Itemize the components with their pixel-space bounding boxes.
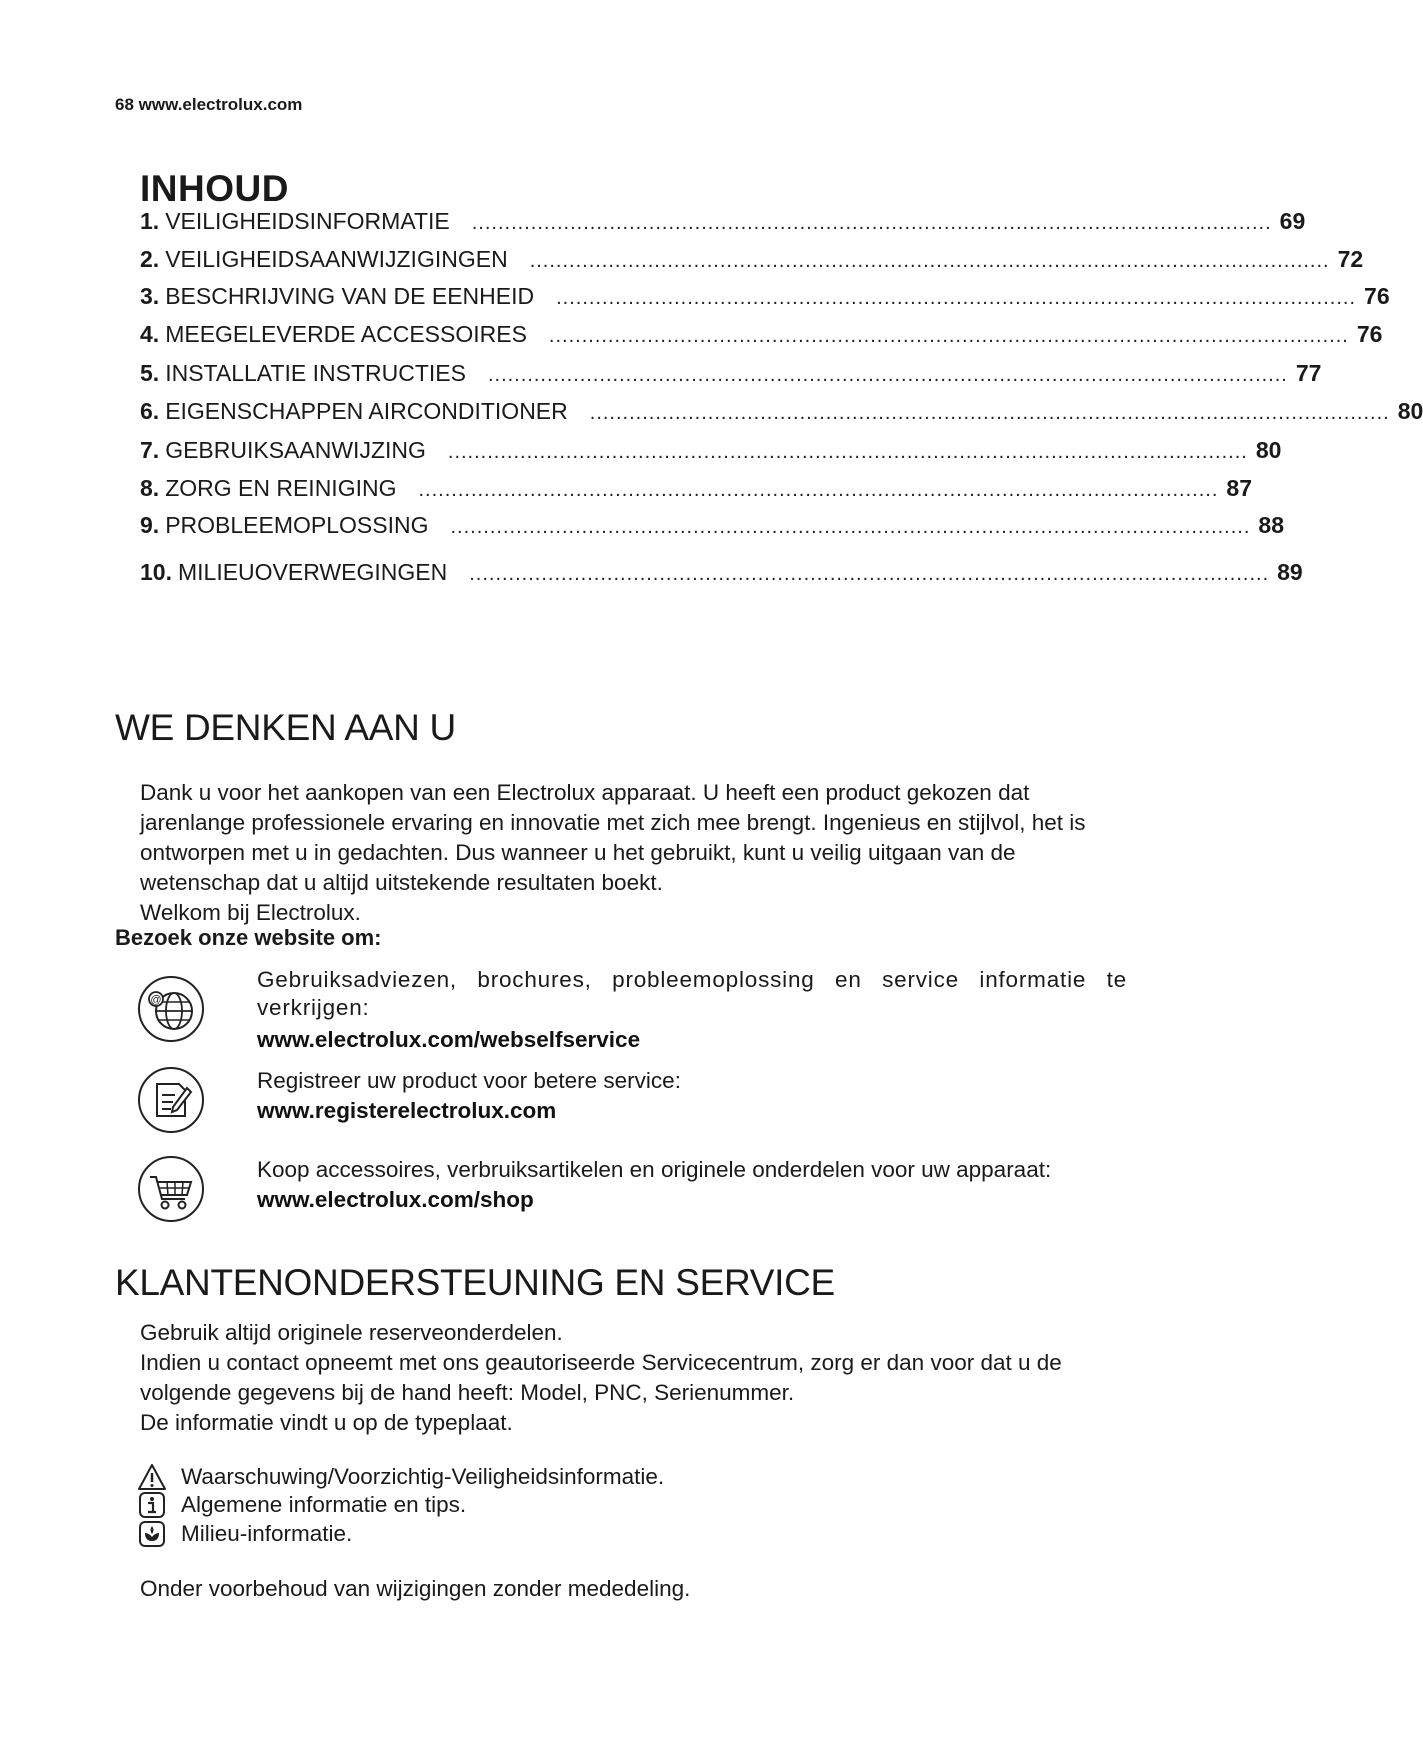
legend-warning: [137, 1462, 664, 1492]
legend-text: Waarschuwing/Voorzichtig-Veiligheidsinformatie.: [181, 1464, 665, 1489]
toc-entry-number: 3.: [140, 283, 160, 309]
toc-entry-page: 72: [1337, 246, 1364, 272]
toc-entry-number: 5.: [140, 360, 160, 386]
toc-entry-number: 7.: [140, 437, 160, 463]
shop-link[interactable]: www.electrolux.com/shop: [257, 1187, 534, 1212]
legend-text: Algemene informatie en tips.: [181, 1492, 467, 1517]
legend-info: [137, 1490, 466, 1520]
toc-entry[interactable]: [140, 559, 1303, 591]
toc-leader-dots: ..........................................................................................................................: [418, 479, 1219, 501]
toc-entry[interactable]: [140, 437, 1282, 469]
toc-entry-page: 80: [1255, 437, 1282, 463]
toc-entry-label: PROBLEEMOPLOSSING: [165, 512, 429, 538]
environment-icon: [137, 1520, 167, 1548]
toc-entry-number: 1.: [140, 208, 160, 234]
toc-entry[interactable]: [140, 475, 1252, 507]
toc-entry[interactable]: [140, 208, 1306, 240]
legend-environment: [137, 1519, 352, 1549]
header-website[interactable]: www.electrolux.com: [138, 95, 303, 114]
toc-entry[interactable]: [140, 246, 1364, 278]
service-item-register: [257, 1067, 1127, 1125]
service-item-shop: [257, 1156, 1127, 1214]
globe-icon: [137, 975, 205, 1043]
service-description: Registreer uw product voor betere service:: [257, 1068, 681, 1093]
toc-entry-page: 87: [1226, 475, 1252, 501]
toc-entry-label: VEILIGHEIDSAANWIJZIGINGEN: [165, 246, 508, 272]
toc-leader-dots: ..........................................................................................................................: [447, 441, 1248, 463]
toc-entry-page: 88: [1258, 512, 1285, 538]
toc-entry-label: INSTALLATIE INSTRUCTIES: [165, 360, 466, 386]
toc-entry[interactable]: [140, 512, 1285, 544]
service-description: Koop accessoires, verbruiksartikelen en originele onderdelen voor uw apparaat:: [257, 1157, 1052, 1182]
toc-entry-number: 2.: [140, 246, 160, 272]
page-number: 68: [115, 95, 134, 114]
register-icon: [137, 1066, 205, 1134]
page-header: [115, 95, 302, 115]
toc-entry-page: 76: [1364, 283, 1390, 309]
toc-entry-label: MEEGELEVERDE ACCESSOIRES: [165, 321, 527, 347]
welcome-heading: WE DENKEN AAN U: [115, 707, 456, 748]
toc-entry-page: 77: [1295, 360, 1322, 386]
toc-entry[interactable]: [140, 360, 1322, 392]
toc-entry-label: MILIEUOVERWEGINGEN: [177, 559, 448, 585]
toc-leader-dots: ..........................................................................................................................: [450, 516, 1251, 538]
toc-entry-number: 8.: [140, 475, 160, 501]
svg-text:@: @: [150, 994, 162, 1006]
toc-entry[interactable]: [140, 321, 1383, 353]
support-line-typeplate: De informatie vindt u op de typeplaat.: [140, 1410, 513, 1435]
service-description: Gebruiksadviezen, brochures, probleemoplossing en service informatie te verkrijgen:: [257, 967, 1127, 1020]
toc-entry-label: BESCHRIJVING VAN DE EENHEID: [165, 283, 535, 309]
toc-leader-dots: ..........................................................................................................................: [469, 563, 1270, 585]
support-line-parts: Gebruik altijd originele reserveonderdelen.: [140, 1320, 563, 1345]
toc-entry-number: 6.: [140, 398, 160, 424]
toc-entry-number: 10.: [140, 559, 172, 585]
welcome-greeting: Welkom bij Electrolux.: [140, 900, 361, 925]
toc-leader-dots: ..........................................................................................................................: [529, 250, 1330, 272]
webselfservice-link[interactable]: www.electrolux.com/webselfservice: [257, 1027, 641, 1052]
support-heading: KLANTENONDERSTEUNING EN SERVICE: [115, 1262, 835, 1303]
toc-leader-dots: ..........................................................................................................................: [548, 325, 1349, 347]
register-link[interactable]: www.registerelectrolux.com: [257, 1098, 557, 1123]
toc-leader-dots: ..........................................................................................................................: [556, 287, 1357, 309]
toc-entry-label: ZORG EN REINIGING: [165, 475, 397, 501]
toc-entry-page: 89: [1277, 559, 1303, 585]
toc-leader-dots: ..........................................................................................................................: [589, 402, 1390, 424]
welcome-paragraph: Dank u voor het aankopen van een Electrolux apparaat. U heeft een product gekozen dat jarenlange professionele ervaring en innovatie met zich mee brengt. Ingenieus en stijlvol, het is ontworpen met u in gedachten. Dus wanneer u het gebruikt, kunt u veilig uitgaan van de wetenschap dat u altijd uitstekende resultaten boekt.: [140, 780, 1086, 895]
toc-entry-label: VEILIGHEIDSINFORMATIE: [165, 208, 450, 234]
toc-entry-page: 76: [1356, 321, 1383, 347]
info-icon: [137, 1491, 167, 1519]
support-line-contact: Indien u contact opneemt met ons geautoriseerde Servicecentrum, zorg er dan voor dat u de volgende gegevens bij de hand heeft: Model, PNC, Serienummer.: [140, 1350, 1062, 1405]
toc-entry-number: 4.: [140, 321, 160, 347]
toc-entry-page: 80: [1397, 398, 1423, 424]
toc-entry[interactable]: [140, 283, 1390, 315]
toc-leader-dots: ..........................................................................................................................: [471, 212, 1272, 234]
visit-heading: Bezoek onze website om:: [115, 925, 382, 950]
toc-entry-label: GEBRUIKSAANWIJZING: [165, 437, 426, 463]
service-item-support: [257, 966, 1127, 1054]
shopping-cart-icon: [137, 1155, 205, 1223]
toc-entry-number: 9.: [140, 512, 160, 538]
toc-title: INHOUD: [140, 168, 289, 209]
footer-note: Onder voorbehoud van wijzigingen zonder mededeling.: [140, 1576, 691, 1601]
warning-icon: [137, 1463, 167, 1491]
toc-entry-label: EIGENSCHAPPEN AIRCONDITIONER: [165, 398, 568, 424]
toc-entry-page: 69: [1279, 208, 1306, 234]
toc-entry[interactable]: [140, 398, 1423, 430]
legend-text: Milieu-informatie.: [181, 1521, 353, 1546]
toc-leader-dots: ..........................................................................................................................: [487, 364, 1288, 386]
